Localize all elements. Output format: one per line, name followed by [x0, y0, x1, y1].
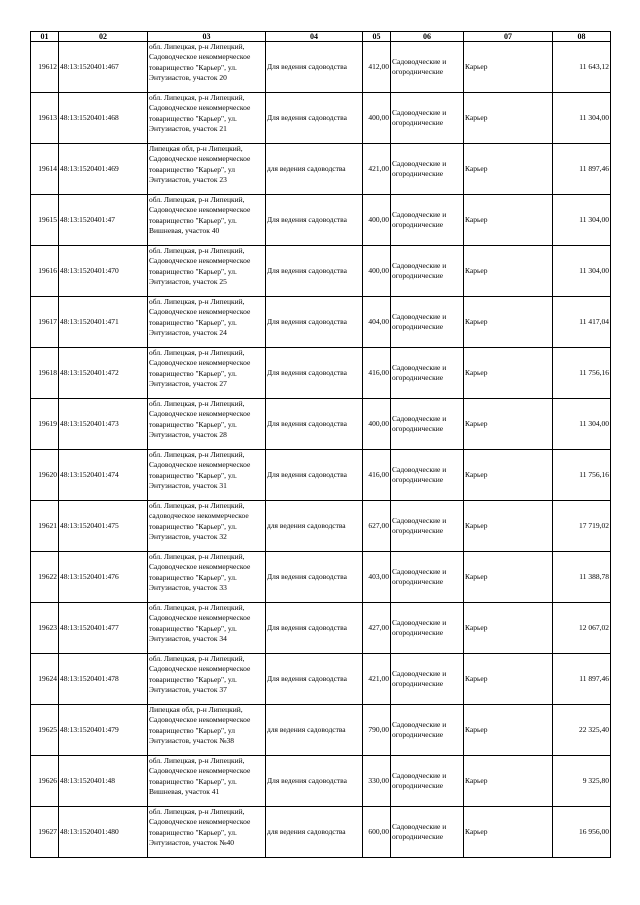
address-text: обл. Липецкая, р-н Липецкий, Садоводческое некоммерческое товарищество "Карьер", ул. Энтузиастов, участок №40: [149, 807, 251, 847]
partnership-name-cell: Карьер: [464, 807, 553, 858]
cadastral-value-cell: 11 304,00: [553, 246, 611, 297]
area-cell: 416,00: [363, 450, 391, 501]
partnership-name-cell: Карьер: [464, 501, 553, 552]
cadastral-value-cell: 22 325,40: [553, 705, 611, 756]
area-cell: 427,00: [363, 603, 391, 654]
cadastral-value-cell: 9 325,80: [553, 756, 611, 807]
area-cell: 330,00: [363, 756, 391, 807]
land-category-cell: Садоводческие и огороднические: [391, 195, 464, 246]
partnership-name-cell: Карьер: [464, 654, 553, 705]
partnership-name-cell: Карьер: [464, 348, 553, 399]
cadastral-value-cell: 11 304,00: [553, 195, 611, 246]
address-cell: [148, 195, 266, 246]
partnership-name-cell: Карьер: [464, 552, 553, 603]
address-text: обл. Липецкая, р-н Липецкий, Садоводческое некоммерческое товарищество "Карьер", ул. Энтузиастов, участок 21: [149, 93, 251, 133]
partnership-name-cell: Карьер: [464, 399, 553, 450]
area-cell: 627,00: [363, 501, 391, 552]
cadastral-number-cell: 48:13:1520401:469: [59, 144, 148, 195]
cadastral-number-cell: 48:13:1520401:475: [59, 501, 148, 552]
land-category-cell: Садоводческие и огороднические: [391, 654, 464, 705]
land-category-cell: Садоводческие и огороднические: [391, 348, 464, 399]
address-text: обл. Липецкая, р-н Липецкий, Садоводческое некоммерческое товарищество "Карьер", ул. Энтузиастов, участок 24: [149, 297, 251, 337]
cadastral-value-cell: 11 643,12: [553, 42, 611, 93]
table-row: [31, 450, 611, 501]
address-cell: [148, 93, 266, 144]
address-text: обл. Липецкая, р-н Липецкий, Садоводческое некоммерческое товарищество "Карьер", ул. Энтузиастов, участок 33: [149, 552, 251, 592]
address-cell: [148, 144, 266, 195]
cadastral-value-cell: 11 304,00: [553, 399, 611, 450]
row-number-cell: 19626: [31, 756, 59, 807]
row-number-cell: 19614: [31, 144, 59, 195]
address-cell: [148, 348, 266, 399]
land-category-cell: Садоводческие и огороднические: [391, 42, 464, 93]
partnership-name-cell: Карьер: [464, 603, 553, 654]
area-cell: 790,00: [363, 705, 391, 756]
land-category-cell: Садоводческие и огороднические: [391, 705, 464, 756]
land-category-cell: Садоводческие и огороднические: [391, 399, 464, 450]
address-cell: [148, 42, 266, 93]
row-number-cell: 19627: [31, 807, 59, 858]
land-category-cell: Садоводческие и огороднические: [391, 603, 464, 654]
table-row: [31, 807, 611, 858]
table-row: [31, 756, 611, 807]
column-header-06: 06: [391, 32, 464, 42]
address-cell: [148, 756, 266, 807]
row-number-cell: 19621: [31, 501, 59, 552]
address-text: Липецкая обл, р-н Липецкий, Садоводческое некоммерческое товарищество "Карьер", ул Энтузиастов, участок №38: [149, 705, 251, 745]
header-row: [31, 32, 611, 42]
table-row: [31, 42, 611, 93]
permitted-use-cell: Для ведения садоводства: [266, 42, 363, 93]
address-cell: [148, 399, 266, 450]
row-number-cell: 19623: [31, 603, 59, 654]
cadastral-value-cell: 11 304,00: [553, 93, 611, 144]
column-header-03: 03: [148, 32, 266, 42]
permitted-use-cell: Для ведения садоводства: [266, 348, 363, 399]
address-text: обл. Липецкая, р-н Липецкий, Садоводческое некоммерческое товарищество "Карьер", ул. Энтузиастов, участок 31: [149, 450, 251, 490]
cadastral-value-cell: 11 897,46: [553, 144, 611, 195]
land-plots-table: [30, 31, 611, 858]
partnership-name-cell: Карьер: [464, 297, 553, 348]
cadastral-number-cell: 48:13:1520401:478: [59, 654, 148, 705]
land-registry-sheet: [30, 31, 610, 858]
cadastral-number-cell: 48:13:1520401:474: [59, 450, 148, 501]
cadastral-number-cell: 48:13:1520401:473: [59, 399, 148, 450]
table-row: [31, 705, 611, 756]
land-category-cell: Садоводческие и огороднические: [391, 501, 464, 552]
permitted-use-cell: Для ведения садоводства: [266, 246, 363, 297]
permitted-use-cell: Для ведения садоводства: [266, 654, 363, 705]
row-number-cell: 19625: [31, 705, 59, 756]
row-number-cell: 19613: [31, 93, 59, 144]
area-cell: 412,00: [363, 42, 391, 93]
land-category-cell: Садоводческие и огороднические: [391, 552, 464, 603]
address-text: обл. Липецкая, р-н Липецкий, Садоводческое некоммерческое товарищество "Карьер", ул. Вишневая, участок 40: [149, 195, 251, 235]
table-row: [31, 297, 611, 348]
table-row: [31, 144, 611, 195]
permitted-use-cell: Для ведения садоводства: [266, 756, 363, 807]
cadastral-value-cell: 16 956,00: [553, 807, 611, 858]
row-number-cell: 19612: [31, 42, 59, 93]
row-number-cell: 19617: [31, 297, 59, 348]
cadastral-number-cell: 48:13:1520401:477: [59, 603, 148, 654]
area-cell: 421,00: [363, 144, 391, 195]
table-row: [31, 246, 611, 297]
permitted-use-cell: Для ведения садоводства: [266, 399, 363, 450]
address-cell: [148, 246, 266, 297]
address-text: обл. Липецкая, р-н Липецкий, Садоводческое некоммерческое товарищество "Карьер", ул. Энтузиастов, участок 25: [149, 246, 251, 286]
address-text: обл. Липецкая, р-н Липецкий, Садоводческое некоммерческое товарищество "Карьер", ул. Энтузиастов, участок 37: [149, 654, 251, 694]
table-row: [31, 93, 611, 144]
cadastral-value-cell: 12 067,02: [553, 603, 611, 654]
table-row: [31, 603, 611, 654]
address-cell: [148, 501, 266, 552]
column-header-05: 05: [363, 32, 391, 42]
permitted-use-cell: для ведения садоводства: [266, 501, 363, 552]
permitted-use-cell: Для ведения садоводства: [266, 552, 363, 603]
address-cell: [148, 450, 266, 501]
address-text: обл. Липецкая, р-н Липецкий, Садоводческое некоммерческое товарищество "Карьер", ул. Энтузиастов, участок 20: [149, 42, 251, 82]
area-cell: 400,00: [363, 399, 391, 450]
cadastral-value-cell: 11 417,04: [553, 297, 611, 348]
permitted-use-cell: Для ведения садоводства: [266, 195, 363, 246]
address-text: обл. Липецкая, р-н Липецкий, Садоводческое некоммерческое товарищество "Карьер", ул. Энтузиастов, участок 28: [149, 399, 251, 439]
area-cell: 600,00: [363, 807, 391, 858]
permitted-use-cell: Для ведения садоводства: [266, 297, 363, 348]
permitted-use-cell: Для ведения садоводства: [266, 93, 363, 144]
partnership-name-cell: Карьер: [464, 93, 553, 144]
row-number-cell: 19619: [31, 399, 59, 450]
area-cell: 416,00: [363, 348, 391, 399]
cadastral-number-cell: 48:13:1520401:472: [59, 348, 148, 399]
row-number-cell: 19615: [31, 195, 59, 246]
address-text: обл. Липецкая, р-н Липецкий, Садоводческое некоммерческое товарищество "Карьер", ул. Энтузиастов, участок 34: [149, 603, 251, 643]
cadastral-value-cell: 11 756,16: [553, 450, 611, 501]
cadastral-number-cell: 48:13:1520401:47: [59, 195, 148, 246]
address-cell: [148, 552, 266, 603]
area-cell: 421,00: [363, 654, 391, 705]
area-cell: 400,00: [363, 93, 391, 144]
cadastral-number-cell: 48:13:1520401:476: [59, 552, 148, 603]
cadastral-value-cell: 11 897,46: [553, 654, 611, 705]
table-row: [31, 195, 611, 246]
address-text: обл. Липецкая, р-н Липецкий, садоводческое некоммерческое товарищество "Карьер", ул. Энтузиастов, участок 32: [149, 501, 249, 541]
land-category-cell: Садоводческие и огороднические: [391, 297, 464, 348]
area-cell: 403,00: [363, 552, 391, 603]
address-cell: [148, 654, 266, 705]
table-row: [31, 552, 611, 603]
cadastral-number-cell: 48:13:1520401:471: [59, 297, 148, 348]
partnership-name-cell: Карьер: [464, 42, 553, 93]
column-header-01: 01: [31, 32, 59, 42]
table-row: [31, 399, 611, 450]
address-cell: [148, 807, 266, 858]
area-cell: 400,00: [363, 195, 391, 246]
partnership-name-cell: Карьер: [464, 246, 553, 297]
cadastral-number-cell: 48:13:1520401:479: [59, 705, 148, 756]
row-number-cell: 19616: [31, 246, 59, 297]
cadastral-value-cell: 11 388,78: [553, 552, 611, 603]
permitted-use-cell: Для ведения садоводства: [266, 603, 363, 654]
row-number-cell: 19622: [31, 552, 59, 603]
cadastral-number-cell: 48:13:1520401:480: [59, 807, 148, 858]
address-cell: [148, 297, 266, 348]
column-header-07: 07: [464, 32, 553, 42]
column-header-02: 02: [59, 32, 148, 42]
land-category-cell: Садоводческие и огороднические: [391, 93, 464, 144]
area-cell: 404,00: [363, 297, 391, 348]
permitted-use-cell: для ведения садоводства: [266, 705, 363, 756]
land-category-cell: Садоводческие и огороднические: [391, 450, 464, 501]
address-text: обл. Липецкая, р-н Липецкий, Садоводческое некоммерческое товарищество "Карьер", ул. Энтузиастов, участок 27: [149, 348, 251, 388]
address-cell: [148, 705, 266, 756]
address-text: обл. Липецкая, р-н Липецкий, Садоводческое некоммерческое товарищество "Карьер", ул. Вишневая, участок 41: [149, 756, 251, 796]
partnership-name-cell: Карьер: [464, 705, 553, 756]
permitted-use-cell: для ведения садоводства: [266, 144, 363, 195]
row-number-cell: 19618: [31, 348, 59, 399]
cadastral-value-cell: 17 719,02: [553, 501, 611, 552]
column-header-08: 08: [553, 32, 611, 42]
cadastral-number-cell: 48:13:1520401:48: [59, 756, 148, 807]
cadastral-number-cell: 48:13:1520401:470: [59, 246, 148, 297]
table-row: [31, 654, 611, 705]
row-number-cell: 19624: [31, 654, 59, 705]
address-text: Липецкая обл, р-н Липецкий, Садоводческое некоммерческое товарищество "Карьер", ул Энтузиастов, участок 23: [149, 144, 251, 184]
cadastral-value-cell: 11 756,16: [553, 348, 611, 399]
row-number-cell: 19620: [31, 450, 59, 501]
land-category-cell: Садоводческие и огороднические: [391, 246, 464, 297]
partnership-name-cell: Карьер: [464, 450, 553, 501]
cadastral-number-cell: 48:13:1520401:468: [59, 93, 148, 144]
partnership-name-cell: Карьер: [464, 195, 553, 246]
cadastral-number-cell: 48:13:1520401:467: [59, 42, 148, 93]
table-row: [31, 348, 611, 399]
partnership-name-cell: Карьер: [464, 756, 553, 807]
table-row: [31, 501, 611, 552]
column-header-04: 04: [266, 32, 363, 42]
land-category-cell: Садоводческие и огороднические: [391, 756, 464, 807]
permitted-use-cell: для ведения садоводства: [266, 807, 363, 858]
land-category-cell: Садоводческие и огороднические: [391, 807, 464, 858]
permitted-use-cell: Для ведения садоводства: [266, 450, 363, 501]
area-cell: 400,00: [363, 246, 391, 297]
partnership-name-cell: Карьер: [464, 144, 553, 195]
land-category-cell: Садоводческие и огороднические: [391, 144, 464, 195]
address-cell: [148, 603, 266, 654]
